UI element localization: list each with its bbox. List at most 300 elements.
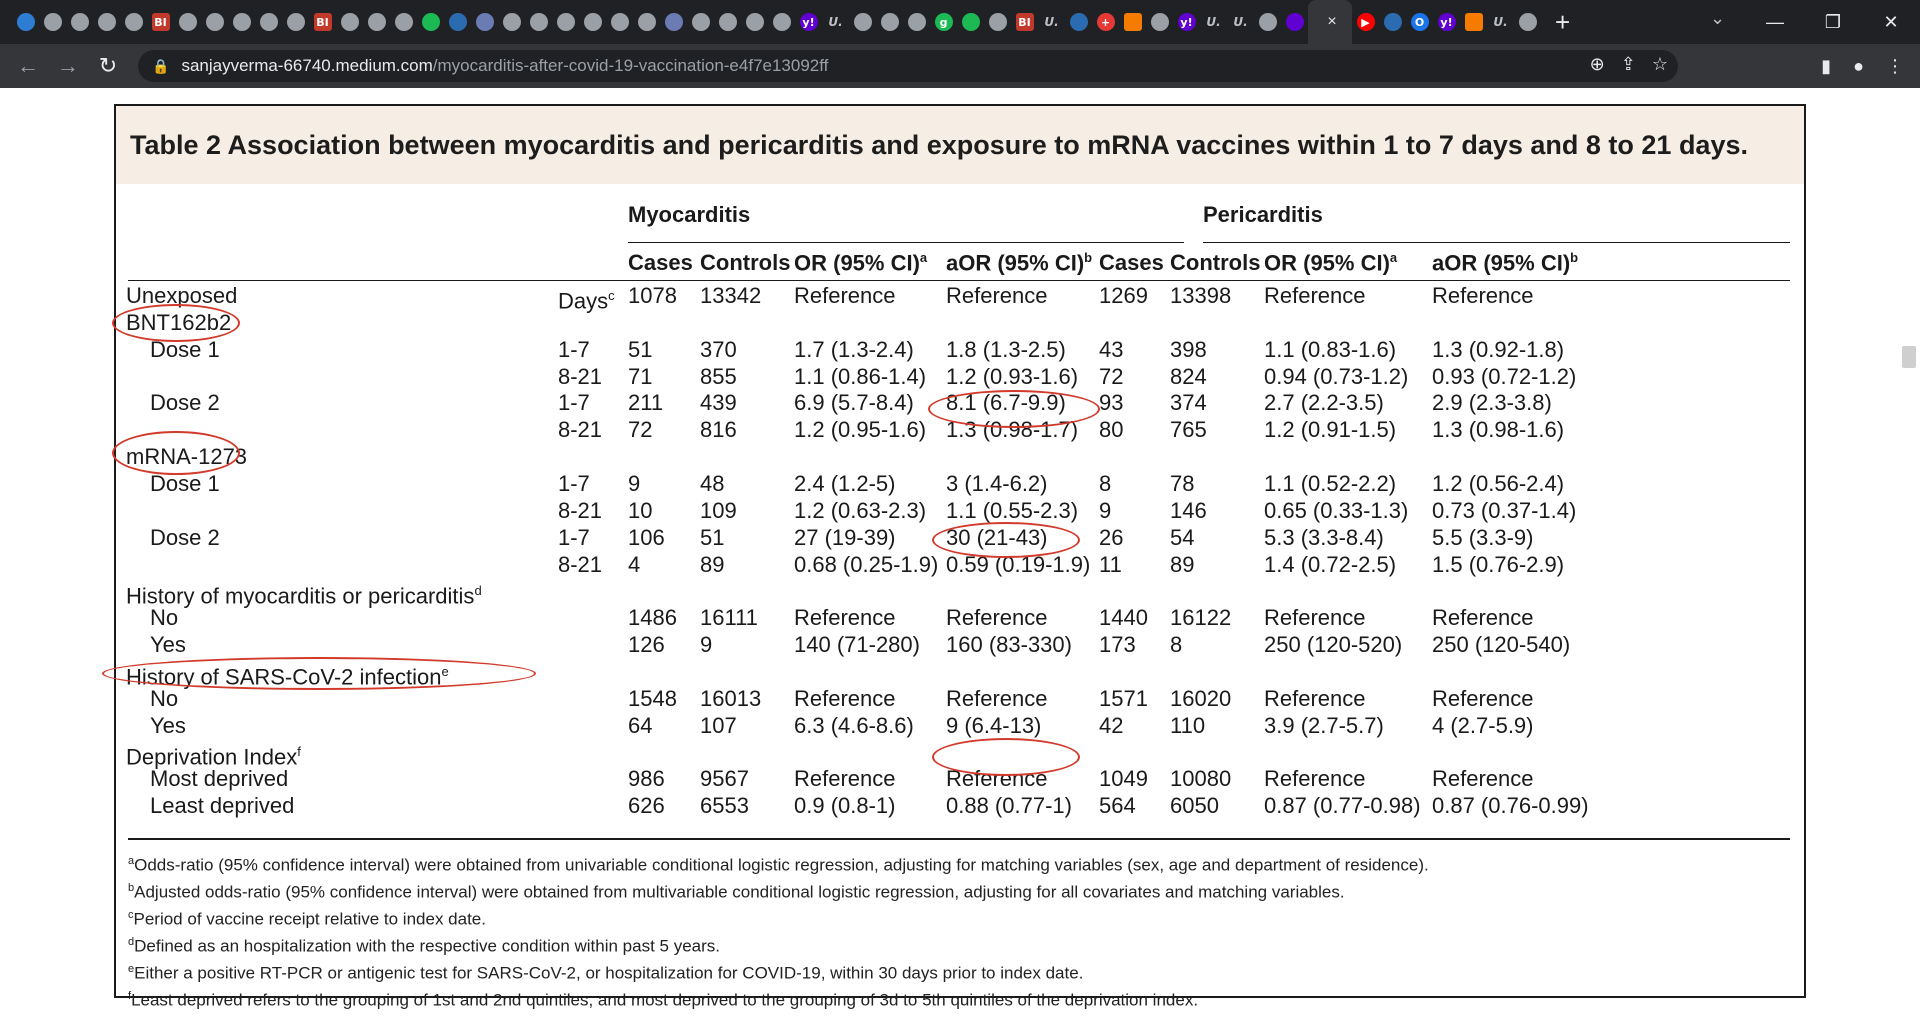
table-cell-text: Reference [1432, 766, 1534, 791]
table-cell-text: 2.7 (2.2-3.5) [1264, 390, 1384, 415]
toolbar-right [1821, 50, 1904, 82]
table-cell-text: Reference [1432, 283, 1534, 308]
browser-tab[interactable] [1460, 0, 1487, 44]
table-cell-text: Reference [946, 283, 1048, 308]
table-cell [628, 283, 677, 309]
table-cell-text: 1.5 (0.76-2.9) [1432, 552, 1565, 577]
footnote-text: Either a positive RT-PCR or antigenic test for SARS-CoV-2, or hospitalization for COVID-19, within 30 days prior to index date. [134, 963, 1084, 983]
footnote-marker: a [128, 855, 135, 867]
table-cell [794, 337, 914, 363]
table-cell [628, 686, 677, 712]
table-cell [946, 632, 1072, 658]
chrome-icon [638, 13, 656, 31]
browser-tab[interactable] [201, 0, 228, 44]
table-cell-text: Reference [1264, 686, 1366, 711]
column-header-text: aOR (95% CI) [1432, 250, 1571, 276]
browser-tab[interactable] [1092, 0, 1119, 44]
browser-tab[interactable] [1352, 0, 1379, 44]
chrome-icon [98, 13, 116, 31]
column-header-sup: a [1389, 250, 1398, 265]
table-cell-text: Reference [1264, 766, 1366, 791]
days-cell-text: 8-21 [558, 552, 603, 577]
browser-tab[interactable] [741, 0, 768, 44]
table-cell-text: 16122 [1170, 605, 1232, 630]
table-cell [794, 793, 896, 819]
chrome-icon [233, 13, 251, 31]
browser-tab[interactable] [795, 0, 822, 44]
column-header [794, 250, 927, 276]
table-cell [946, 713, 1041, 739]
browser-tab[interactable] [1254, 0, 1281, 44]
table-cell [628, 605, 677, 631]
table-cell [1099, 552, 1122, 578]
browser-tab[interactable] [1200, 0, 1227, 44]
table-cell [628, 498, 652, 524]
close-tab-icon[interactable]: × [1327, 13, 1337, 30]
row-label-text: BNT162b2 [126, 310, 232, 335]
browser-tab[interactable] [1433, 0, 1460, 44]
close-window-icon[interactable]: ✕ [1883, 11, 1899, 32]
chrome-icon [692, 13, 710, 31]
shield-icon [1070, 13, 1088, 31]
chrome-icon [881, 13, 899, 31]
column-header-sup: a [919, 250, 928, 265]
footnote [128, 850, 1429, 877]
table-cell [1170, 337, 1207, 363]
table-cell [794, 364, 926, 390]
yahoo-icon: y! [800, 13, 818, 31]
group-rule-pericarditis [1203, 242, 1790, 243]
table-cell-text: 16013 [700, 686, 762, 711]
restore-icon[interactable]: ❐ [1824, 11, 1842, 32]
table-cell-text: 54 [1170, 525, 1195, 550]
table-cell [700, 686, 761, 712]
table-cell-text: 140 (71-280) [794, 632, 920, 657]
browser-tab[interactable] [1227, 0, 1254, 44]
browser-tab[interactable] [849, 0, 876, 44]
shield-icon [1384, 13, 1402, 31]
chrome-icon [1259, 13, 1277, 31]
row-label-text: Dose 2 [150, 390, 220, 415]
browser-tab[interactable] [282, 0, 309, 44]
days-cell [558, 364, 602, 390]
table-cell [946, 552, 1090, 578]
chrome-icon [908, 13, 926, 31]
days-cell [558, 552, 602, 578]
row-label-text: History of SARS-CoV-2 infection [126, 664, 442, 690]
days-header-text: Days [558, 288, 609, 314]
footnote [128, 931, 1429, 958]
new-tab-button[interactable]: + [1555, 6, 1571, 37]
browser-tab[interactable] [1406, 0, 1433, 44]
table-cell [1170, 498, 1207, 524]
table-cell-text: 439 [700, 390, 737, 415]
url-host: sanjayverma-66740.medium.com [181, 56, 433, 75]
row-label-text: Least deprived [150, 793, 295, 818]
table-cell-text: Reference [794, 605, 896, 630]
browser-tab[interactable] [1146, 0, 1173, 44]
browser-tab[interactable] [1038, 0, 1065, 44]
ul-icon: U. [1206, 15, 1221, 29]
table-cell-text: 1.3 (0.98-1.7) [946, 417, 1079, 442]
table-cell [794, 605, 896, 631]
table-cell-text: 8 [1170, 632, 1183, 657]
bookmark-star-icon[interactable]: ☆ [1651, 54, 1668, 74]
table-cell [1264, 498, 1408, 524]
table-cell-text: 1078 [628, 283, 677, 308]
table-cell-text: 1.8 (1.3-2.5) [946, 337, 1066, 362]
row-label-text: Dose 1 [150, 471, 220, 496]
table-cell-text: 13398 [1170, 283, 1232, 308]
table-cell-text: 6050 [1170, 793, 1219, 818]
forward-icon[interactable]: → [57, 53, 79, 78]
days-cell-text: 1-7 [558, 390, 590, 415]
address-bar[interactable] [138, 50, 1678, 82]
table-cell-text: 1.4 (0.72-2.5) [1264, 552, 1397, 577]
table-cell-text: 8 [1099, 471, 1112, 496]
table-cell [1170, 364, 1207, 390]
row-label [126, 283, 237, 309]
reload-icon[interactable]: ↻ [98, 53, 118, 78]
g-icon: g [935, 13, 953, 31]
column-header [946, 250, 1092, 276]
column-header [700, 250, 790, 276]
table-cell [1170, 283, 1231, 309]
lock-icon[interactable]: 🔒 [152, 57, 170, 74]
days-cell [558, 525, 590, 551]
row-label-text: Dose 2 [150, 525, 220, 550]
table-cell [794, 471, 896, 497]
table-cell-text: 0.68 (0.25-1.9) [794, 552, 939, 577]
table-cell-text: 6.3 (4.6-8.6) [794, 713, 914, 738]
browser-tab[interactable] [336, 0, 363, 44]
browser-tab[interactable] [1379, 0, 1406, 44]
chrome-icon [260, 13, 278, 31]
table-cell-text: 4 (2.7-5.9) [1432, 713, 1534, 738]
table-cell [1099, 337, 1123, 363]
table-cell-text: 51 [628, 337, 653, 362]
table-cell [946, 364, 1078, 390]
browser-tab[interactable] [687, 0, 714, 44]
browser-tab[interactable] [39, 0, 66, 44]
table-cell-text: 0.65 (0.33-1.3) [1264, 498, 1409, 523]
table-cell-text: 855 [700, 364, 737, 389]
table-cell [946, 793, 1072, 819]
browser-tab[interactable] [93, 0, 120, 44]
browser-tab[interactable] [1487, 0, 1514, 44]
table-cell [1264, 686, 1366, 712]
url-path: /myocarditis-after-covid-19-vaccination-e4f7e13092ff [432, 56, 829, 75]
chrome-icon [503, 13, 521, 31]
row-label [126, 390, 220, 416]
days-cell-text: 8-21 [558, 498, 603, 523]
footnote [128, 985, 1429, 1012]
table-cell [1170, 632, 1182, 658]
days-header [558, 283, 615, 314]
play-icon [962, 13, 980, 31]
circle-icon: O [1411, 13, 1429, 31]
url-text[interactable] [181, 56, 828, 76]
table-cell-text: 1486 [628, 605, 677, 630]
table-cell [794, 283, 896, 309]
table-cell-text: 1.3 (0.98-1.6) [1432, 417, 1565, 442]
yahoo-icon: y! [1438, 13, 1456, 31]
zoom-icon[interactable]: ⊕ [1589, 54, 1605, 74]
browser-tab[interactable] [255, 0, 282, 44]
browser-tab[interactable] [1514, 0, 1541, 44]
table-cell [700, 337, 737, 363]
tab-search-chevron-icon[interactable]: ⌄ [1710, 8, 1726, 28]
table-cell-text: Reference [794, 686, 896, 711]
table-cell [1432, 793, 1589, 819]
table-cell [1170, 713, 1205, 739]
days-cell-text: 8-21 [558, 417, 603, 442]
chrome-icon [611, 13, 629, 31]
table-cell-text: 250 (120-540) [1432, 632, 1571, 657]
cross-icon: + [1097, 13, 1115, 31]
table-cell-text: 4 [628, 552, 641, 577]
browser-tab[interactable] [660, 0, 687, 44]
table-cell [946, 498, 1078, 524]
table-cell-text: 0.87 (0.76-0.99) [1432, 793, 1589, 818]
table-cell-text: 1.1 (0.55-2.3) [946, 498, 1079, 523]
column-header-text: aOR (95% CI) [946, 250, 1085, 276]
table-cell-text: Reference [1264, 605, 1366, 630]
folder-icon [476, 13, 494, 31]
footnote-text: Period of vaccine receipt relative to index date. [133, 909, 486, 929]
footnote [128, 877, 1429, 904]
browser-tab[interactable] [606, 0, 633, 44]
browser-tab[interactable] [633, 0, 660, 44]
table-cell [1432, 766, 1534, 792]
group-myocarditis: Myocarditis [628, 202, 751, 227]
days-cell [558, 390, 590, 416]
browser-tab[interactable] [957, 0, 984, 44]
table-cell [1099, 498, 1111, 524]
row-label-text: mRNA-1273 [126, 444, 248, 469]
row-label [126, 337, 220, 363]
table-cell [1264, 525, 1384, 551]
side-panel-icon[interactable]: ▮ [1821, 55, 1832, 76]
table-cell [794, 686, 896, 712]
chrome-icon [125, 13, 143, 31]
browser-tab[interactable] [12, 0, 39, 44]
yahoo-icon: y! [1178, 13, 1196, 31]
browser-tab[interactable] [228, 0, 255, 44]
footnote [128, 958, 1429, 985]
table-cell [628, 417, 652, 443]
table-cell [794, 498, 926, 524]
table-cell-text: 1049 [1099, 766, 1148, 791]
table-cell-text: 0.9 (0.8-1) [794, 793, 896, 818]
menu-kebab-icon[interactable]: ⋮ [1886, 55, 1904, 76]
table-cell-text: 72 [628, 417, 653, 442]
row-label-text: Yes [150, 713, 186, 738]
browser-tab[interactable] [444, 0, 471, 44]
table-cell-text: 43 [1099, 337, 1124, 362]
header-rule [128, 280, 1790, 281]
row-label-text: Deprivation Index [126, 744, 298, 770]
table-cell [700, 283, 761, 309]
table-cell [628, 552, 640, 578]
browser-tab[interactable] [471, 0, 498, 44]
table-cell-text: 0.87 (0.77-0.98) [1264, 793, 1421, 818]
table-cell-text: 2.4 (1.2-5) [794, 471, 896, 496]
active-tab[interactable] [1308, 0, 1352, 44]
chrome-icon [1519, 13, 1537, 31]
row-label [126, 310, 231, 336]
table-cell-text: 374 [1170, 390, 1207, 415]
browser-tab[interactable] [930, 0, 957, 44]
browser-tab[interactable] [579, 0, 606, 44]
table-cell [700, 364, 737, 390]
table-cell [1432, 632, 1570, 658]
column-header [1264, 250, 1397, 276]
table-cell-text: 42 [1099, 713, 1124, 738]
table-cell [1170, 471, 1194, 497]
column-header [1099, 250, 1164, 276]
browser-tab[interactable] [66, 0, 93, 44]
table-cell-text: 173 [1099, 632, 1136, 657]
browser-tab[interactable] [822, 0, 849, 44]
table-cell [946, 686, 1048, 712]
table-cell [1099, 686, 1148, 712]
table-cell-text: 1440 [1099, 605, 1148, 630]
group-rule-myocarditis [628, 242, 1184, 243]
table-cell [1432, 605, 1534, 631]
browser-tab[interactable] [903, 0, 930, 44]
browser-tab[interactable] [147, 0, 174, 44]
table-cell-text: Reference [946, 686, 1048, 711]
window-controls [1746, 0, 1920, 44]
browser-tab[interactable] [417, 0, 444, 44]
table-cell [1264, 337, 1396, 363]
share-icon[interactable]: ⇪ [1620, 54, 1636, 74]
table-cell-text: 109 [700, 498, 737, 523]
table-cell-text: 16111 [700, 605, 758, 630]
chrome-icon [287, 13, 305, 31]
table-figure [114, 104, 1806, 1010]
browser-tab[interactable] [768, 0, 795, 44]
table-cell-text: 110 [1170, 713, 1206, 738]
browser-tab[interactable] [1119, 0, 1146, 44]
browser-tab[interactable] [1011, 0, 1038, 44]
table-cell [1170, 766, 1231, 792]
table-cell [1170, 605, 1231, 631]
table-cell [628, 525, 665, 551]
footnote-text: Defined as an hospitalization with the respective condition within past 5 years. [134, 936, 721, 956]
group-pericarditis: Pericarditis [1203, 202, 1323, 227]
row-label [126, 713, 186, 739]
browser-tab[interactable] [309, 0, 336, 44]
browser-tab[interactable] [390, 0, 417, 44]
table-cell-text: 1.1 (0.83-1.6) [1264, 337, 1397, 362]
table-cell [1170, 793, 1219, 819]
tab-strip [0, 0, 1920, 44]
table-cell-text: 5.3 (3.3-8.4) [1264, 525, 1384, 550]
footnote-text: Adjusted odds-ratio (95% confidence interval) were obtained from multivariable conditional logistic regression, adjusting for all covariates and matching variables. [134, 882, 1345, 902]
table-cell [1099, 713, 1123, 739]
row-label-sup: e [441, 664, 449, 679]
profile-icon[interactable]: ● [1853, 55, 1864, 76]
days-cell-text: 8-21 [558, 364, 603, 389]
ul-icon: U. [828, 15, 843, 29]
table-cell-text: 1.2 (0.91-1.5) [1264, 417, 1397, 442]
browser-tab[interactable] [984, 0, 1011, 44]
browser-tab[interactable] [498, 0, 525, 44]
browser-tab[interactable] [876, 0, 903, 44]
browser-tab[interactable] [120, 0, 147, 44]
table-cell-text: 250 (120-520) [1264, 632, 1403, 657]
table-cell [1432, 471, 1564, 497]
row-label [126, 686, 178, 712]
tab-list [0, 0, 1570, 44]
table-cell [1099, 471, 1111, 497]
row-label [126, 471, 220, 497]
browser-tab[interactable] [552, 0, 579, 44]
globe-icon [17, 13, 35, 31]
table-cell [700, 605, 758, 631]
table-cell [1099, 390, 1123, 416]
table-cell [1264, 605, 1366, 631]
table-cell [1099, 766, 1148, 792]
table-cell [1099, 283, 1148, 309]
browser-tab[interactable] [1173, 0, 1200, 44]
bookmark-icon [1465, 13, 1483, 31]
browser-tab[interactable] [525, 0, 552, 44]
days-cell [558, 471, 590, 497]
table-cell [1432, 283, 1534, 309]
play-icon [422, 13, 440, 31]
table-cell-text: 3.9 (2.7-5.7) [1264, 713, 1384, 738]
table-cell-text: 9567 [700, 766, 749, 791]
table-cell-text: 765 [1170, 417, 1207, 442]
table-cell [1099, 793, 1136, 819]
row-label-text: Dose 1 [150, 337, 220, 362]
footnote-marker: d [128, 935, 135, 948]
minimize-icon[interactable]: — [1766, 11, 1784, 32]
ul-icon: U. [1493, 15, 1508, 29]
table-cell-text: Reference [946, 766, 1048, 791]
column-header [628, 250, 693, 276]
browser-tab[interactable] [363, 0, 390, 44]
row-label [126, 525, 220, 551]
table-cell-text: 146 [1170, 498, 1207, 523]
back-icon[interactable]: ← [17, 53, 39, 78]
table-cell [794, 632, 920, 658]
table-cell [1264, 713, 1384, 739]
column-header-text: Controls [700, 250, 791, 275]
table-cell-text: Reference [1432, 605, 1534, 630]
table-cell [628, 766, 665, 792]
table-cell-text: 824 [1170, 364, 1207, 389]
browser-tab[interactable] [1065, 0, 1092, 44]
table-cell-text: 1.7 (1.3-2.4) [794, 337, 914, 362]
browser-tab[interactable] [714, 0, 741, 44]
table-cell-text: 1.1 (0.86-1.4) [794, 364, 927, 389]
table-cell-text: 72 [1099, 364, 1124, 389]
table-cell [700, 417, 737, 443]
browser-tab[interactable] [1281, 0, 1308, 44]
table-cell [1170, 417, 1207, 443]
table-cell [1432, 337, 1564, 363]
table-cell [946, 417, 1078, 443]
browser-tab[interactable] [174, 0, 201, 44]
scrollbar-thumb[interactable] [1902, 346, 1916, 368]
days-cell-text: 1-7 [558, 337, 590, 362]
table-title: Table 2 Association between myocarditis and pericarditis and exposure to mRNA vaccines within 1 to 7 days and 8 to 21 days. [116, 106, 1804, 184]
chrome-icon [368, 13, 386, 31]
